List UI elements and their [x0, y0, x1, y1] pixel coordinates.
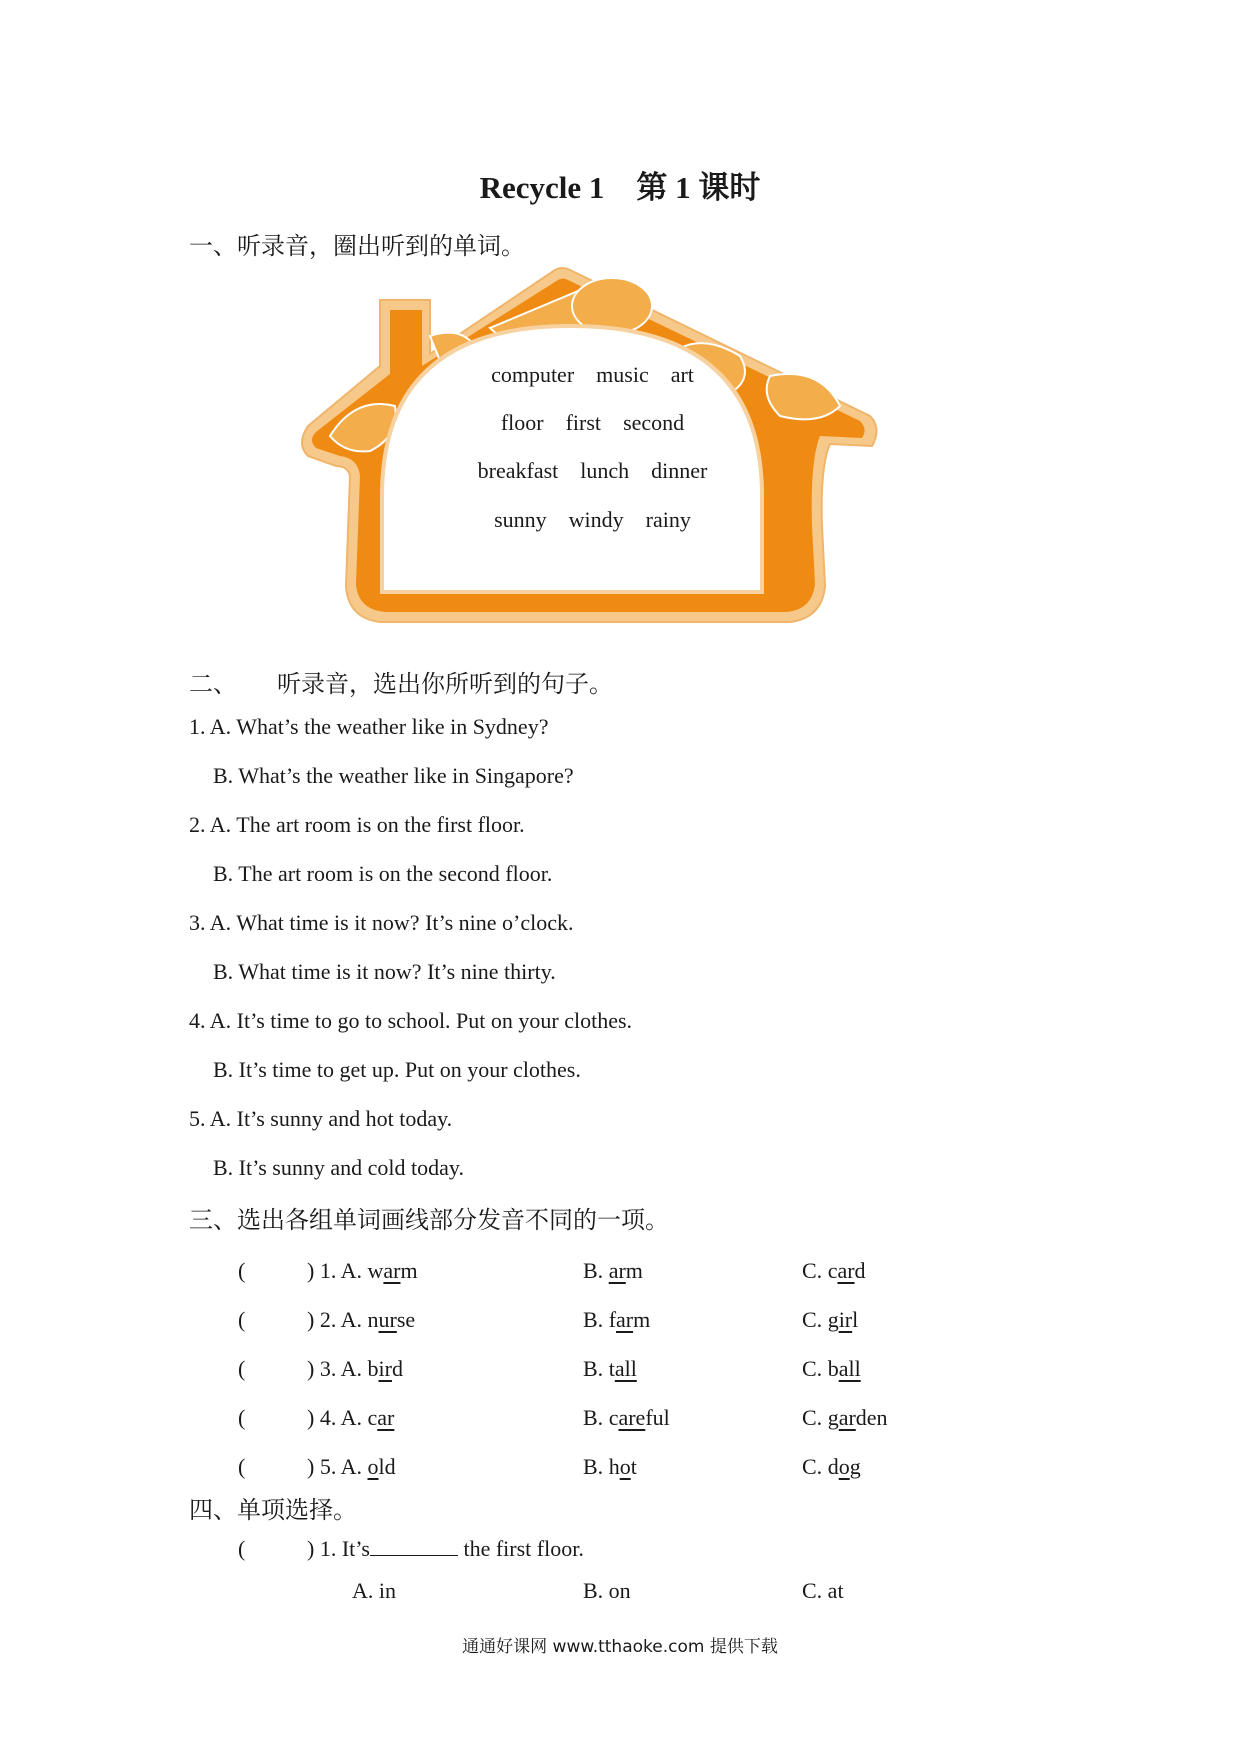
- option-b: [583, 1307, 650, 1333]
- option-a: [307, 1356, 403, 1382]
- word-part: f: [608, 1307, 617, 1332]
- word-part: m: [633, 1307, 651, 1332]
- option-c[interactable]: C. at: [802, 1578, 844, 1603]
- sentence-2b: B. The art room is on the second floor.: [213, 861, 553, 886]
- item-num: ) 2. A.: [307, 1307, 362, 1332]
- option-b: [583, 1258, 643, 1284]
- option-c: [802, 1405, 888, 1431]
- sentence-4a: 4. A. It’s time to go to school. Put on your clothes.: [189, 1008, 633, 1033]
- word[interactable]: music: [596, 362, 649, 387]
- underlined-part: ir: [378, 1356, 392, 1381]
- word[interactable]: computer: [491, 362, 575, 387]
- option-c: [802, 1307, 858, 1333]
- word[interactable]: dinner: [651, 458, 708, 483]
- word-part: se: [396, 1307, 416, 1332]
- word-part: d: [854, 1258, 866, 1283]
- word-b: [609, 1454, 637, 1479]
- underlined-part: are: [618, 1405, 646, 1430]
- word-part: c: [827, 1258, 838, 1283]
- underlined-part: ur: [378, 1307, 397, 1332]
- word-a: [368, 1454, 396, 1479]
- word-a: [368, 1258, 418, 1283]
- option-label: C.: [802, 1405, 823, 1430]
- item-num: ) 1. A.: [307, 1258, 362, 1283]
- underlined-part: ar: [608, 1258, 626, 1283]
- sentence-4b: B. It’s time to get up. Put on your clothes.: [213, 1057, 581, 1082]
- underlined-part: ir: [838, 1307, 853, 1332]
- option-b: [583, 1454, 637, 1480]
- word-part: c: [608, 1405, 619, 1430]
- question-1: [307, 1536, 584, 1562]
- word-part: t: [630, 1454, 637, 1479]
- title-cn: 第 1 课时: [636, 170, 761, 205]
- option-label: B.: [583, 1356, 604, 1381]
- answer-paren[interactable]: (: [238, 1454, 246, 1479]
- word[interactable]: lunch: [580, 458, 630, 483]
- title-en: Recycle 1: [479, 170, 605, 205]
- word-part: c: [367, 1405, 378, 1430]
- option-b[interactable]: B. on: [583, 1578, 631, 1603]
- page-title: [0, 162, 1240, 207]
- item-num: ) 3. A.: [307, 1356, 362, 1381]
- option-label: B.: [583, 1405, 604, 1430]
- answer-paren[interactable]: (: [238, 1307, 246, 1332]
- word[interactable]: second: [623, 410, 685, 435]
- option-c: [802, 1356, 861, 1382]
- word-a: [368, 1356, 403, 1381]
- answer-paren[interactable]: (: [238, 1405, 246, 1430]
- word[interactable]: floor: [500, 410, 544, 435]
- option-c: [802, 1454, 861, 1480]
- word-b: [609, 1258, 643, 1283]
- option-label: B.: [583, 1454, 604, 1479]
- option-label: C.: [802, 1307, 823, 1332]
- word-part: g: [849, 1454, 861, 1479]
- option-a: [307, 1258, 418, 1284]
- word-part: t: [608, 1356, 615, 1381]
- house-illustration: [300, 266, 885, 636]
- word-part: l: [852, 1307, 859, 1332]
- underlined-part: o: [619, 1454, 631, 1479]
- word-part: w: [367, 1258, 384, 1283]
- word-part: b: [367, 1356, 379, 1381]
- underlined-part: ar: [837, 1258, 855, 1283]
- word-part: m: [400, 1258, 418, 1283]
- word-part: g: [827, 1405, 839, 1430]
- option-label: C.: [802, 1454, 823, 1479]
- word-c: [828, 1258, 866, 1283]
- word-part: den: [855, 1405, 888, 1430]
- word-row-2: [300, 410, 885, 436]
- word[interactable]: breakfast: [477, 458, 559, 483]
- word-row-3: [300, 458, 885, 484]
- sentence-1a: 1. A. What’s the weather like in Sydney?: [189, 714, 549, 739]
- word-part: b: [827, 1356, 839, 1381]
- sentence-3b: B. What time is it now? It’s nine thirty.: [213, 959, 556, 984]
- option-label: B.: [583, 1258, 604, 1283]
- word-c: [828, 1307, 859, 1332]
- word-row-4: [300, 507, 885, 533]
- house-shape: [300, 266, 885, 636]
- word-b: [609, 1307, 651, 1332]
- underlined-part: o: [838, 1454, 850, 1479]
- answer-paren[interactable]: (: [238, 1536, 246, 1561]
- section2-heading-text: 听录音，选出你所听到的句子。: [277, 670, 613, 698]
- word[interactable]: sunny: [494, 507, 547, 532]
- underlined-part: all: [614, 1356, 637, 1381]
- question-num: ) 1.: [307, 1536, 337, 1561]
- option-b: [583, 1405, 670, 1431]
- word-b: [609, 1356, 637, 1381]
- word-part: ful: [645, 1405, 670, 1430]
- option-label: C.: [802, 1356, 823, 1381]
- item-num: ) 4. A.: [307, 1405, 362, 1430]
- sentence-1b: B. What’s the weather like in Singapore?: [213, 763, 574, 788]
- underlined-part: all: [838, 1356, 861, 1381]
- word[interactable]: rainy: [645, 507, 691, 532]
- word-b: [609, 1405, 670, 1430]
- section2-heading-num: 二、: [189, 670, 237, 698]
- sentence-5a: 5. A. It’s sunny and hot today.: [189, 1106, 453, 1131]
- word-c: [828, 1405, 888, 1430]
- underlined-part: ar: [616, 1307, 634, 1332]
- option-a: [307, 1405, 394, 1431]
- word-part: n: [367, 1307, 379, 1332]
- section4-heading: 四、单项选择。: [189, 1496, 357, 1524]
- word-a: [368, 1405, 395, 1430]
- answer-paren[interactable]: (: [238, 1356, 246, 1381]
- section1-heading: 一、听录音，圈出听到的单词。: [189, 232, 525, 260]
- option-a: [307, 1454, 396, 1480]
- word-part: ld: [378, 1454, 396, 1479]
- option-c: [802, 1258, 866, 1284]
- footer: 通通好课网 www.tthaoke.com 提供下载: [462, 1637, 778, 1657]
- word-part: g: [827, 1307, 839, 1332]
- word-part: d: [827, 1454, 839, 1479]
- option-a[interactable]: A. in: [352, 1578, 396, 1603]
- word-part: d: [391, 1356, 403, 1381]
- word-part: h: [608, 1454, 620, 1479]
- item-num: ) 5. A.: [307, 1454, 362, 1479]
- answer-blank[interactable]: [370, 1537, 458, 1556]
- underlined-part: ar: [383, 1258, 401, 1283]
- underlined-part: o: [367, 1454, 379, 1479]
- word[interactable]: windy: [568, 507, 624, 532]
- sentence-5b: B. It’s sunny and cold today.: [213, 1155, 464, 1180]
- option-a: [307, 1307, 415, 1333]
- question-after: the first floor.: [463, 1536, 584, 1561]
- word[interactable]: first: [565, 410, 602, 435]
- section2-heading: [189, 664, 613, 699]
- answer-paren[interactable]: (: [238, 1258, 246, 1283]
- sentence-2a: 2. A. The art room is on the first floor.: [189, 812, 525, 837]
- section3-heading: 三、选出各组单词画线部分发音不同的一项。: [189, 1206, 669, 1234]
- word-part: m: [625, 1258, 643, 1283]
- word-row-1: [300, 362, 885, 388]
- option-b: [583, 1356, 637, 1382]
- option-label: C.: [802, 1258, 823, 1283]
- word-c: [828, 1356, 861, 1381]
- question-before: It’s: [341, 1536, 370, 1561]
- word-a: [368, 1307, 416, 1332]
- sentence-3a: 3. A. What time is it now? It’s nine o’clock.: [189, 910, 574, 935]
- option-label: B.: [583, 1307, 604, 1332]
- underlined-part: ar: [838, 1405, 856, 1430]
- word-c: [828, 1454, 861, 1479]
- word[interactable]: art: [670, 362, 694, 387]
- underlined-part: ar: [377, 1405, 395, 1430]
